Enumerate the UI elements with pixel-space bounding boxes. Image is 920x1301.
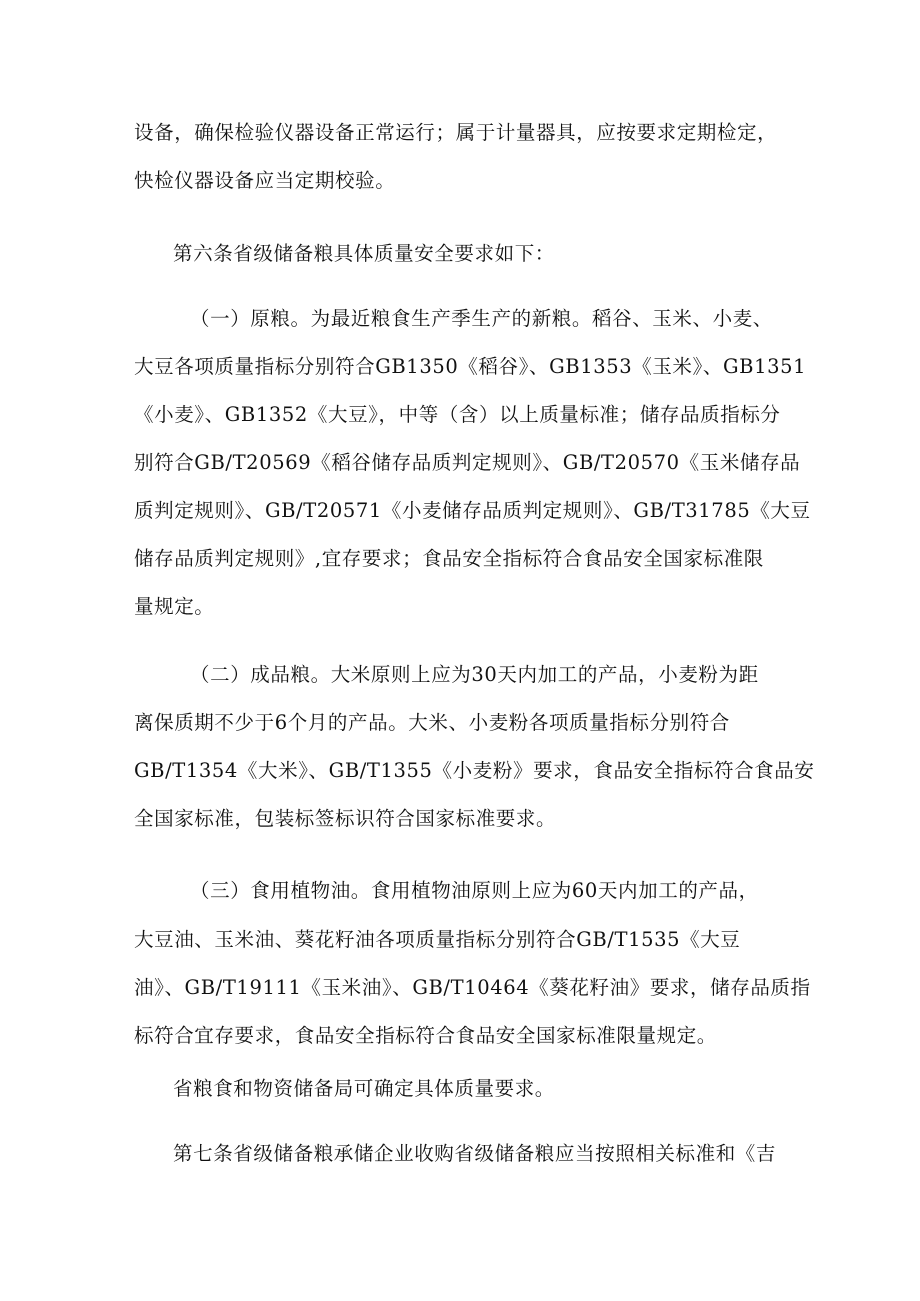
text-line: 别符合GB/T20569《稻谷储存品质判定规则》、GB/T20570《玉米储存品 <box>134 451 801 474</box>
text-line: 全国家标准，包装标签标识符合国家标准要求。 <box>134 807 557 830</box>
article-six-heading: 第六条省级储备粮具体质量安全要求如下： <box>173 242 555 265</box>
text-line: 标符合宜存要求，食品安全指标符合食品安全国家标准限量规定。 <box>134 1024 717 1047</box>
text-line: 油》、GB/T19111《玉米油》、GB/T10464《葵花籽油》要求，储存品质指 <box>134 976 811 999</box>
text-line: GB/T1354《大米》、GB/T1355《小麦粉》要求，食品安全指标符合食品安 <box>134 759 815 782</box>
text-line: 设备，确保检验仪器设备正常运行；属于计量器具，应按要求定期检定， <box>134 121 778 144</box>
text-line: 量规定。 <box>134 595 215 618</box>
text-line: 储存品质判定规则》,宜存要求；食品安全指标符合食品安全国家标准限 <box>134 547 764 570</box>
text-line: 省粮食和物资储备局可确定具体质量要求。 <box>173 1077 555 1100</box>
text-line: 《小麦》、GB1352《大豆》，中等（含）以上质量标准；储存品质指标分 <box>134 403 781 426</box>
text-line: （二）成品粮。大米原则上应为30天内加工的产品，小麦粉为距 <box>190 663 759 686</box>
text-line: 质判定规则》、GB/T20571《小麦储存品质判定规则》、GB/T31785《大豆 <box>134 499 811 522</box>
text-line: 大豆油、玉米油、葵花籽油各项质量指标分别符合GB/T1535《大豆 <box>134 928 741 951</box>
text-line: 离保质期不少于6个月的产品。大米、小麦粉各项质量指标分别符合 <box>134 711 730 734</box>
article-seven-heading: 第七条省级储备粮承储企业收购省级储备粮应当按照相关标准和《吉 <box>173 1142 777 1165</box>
text-line: 快检仪器设备应当定期校验。 <box>134 169 396 192</box>
text-line: （三）食用植物油。食用植物油原则上应为60天内加工的产品， <box>190 879 759 902</box>
text-line: 大豆各项质量指标分别符合GB1350《稻谷》、GB1353《玉米》、GB1351 <box>134 355 807 378</box>
text-line: （一）原粮。为最近粮食生产季生产的新粮。稻谷、玉米、小麦、 <box>190 307 773 330</box>
